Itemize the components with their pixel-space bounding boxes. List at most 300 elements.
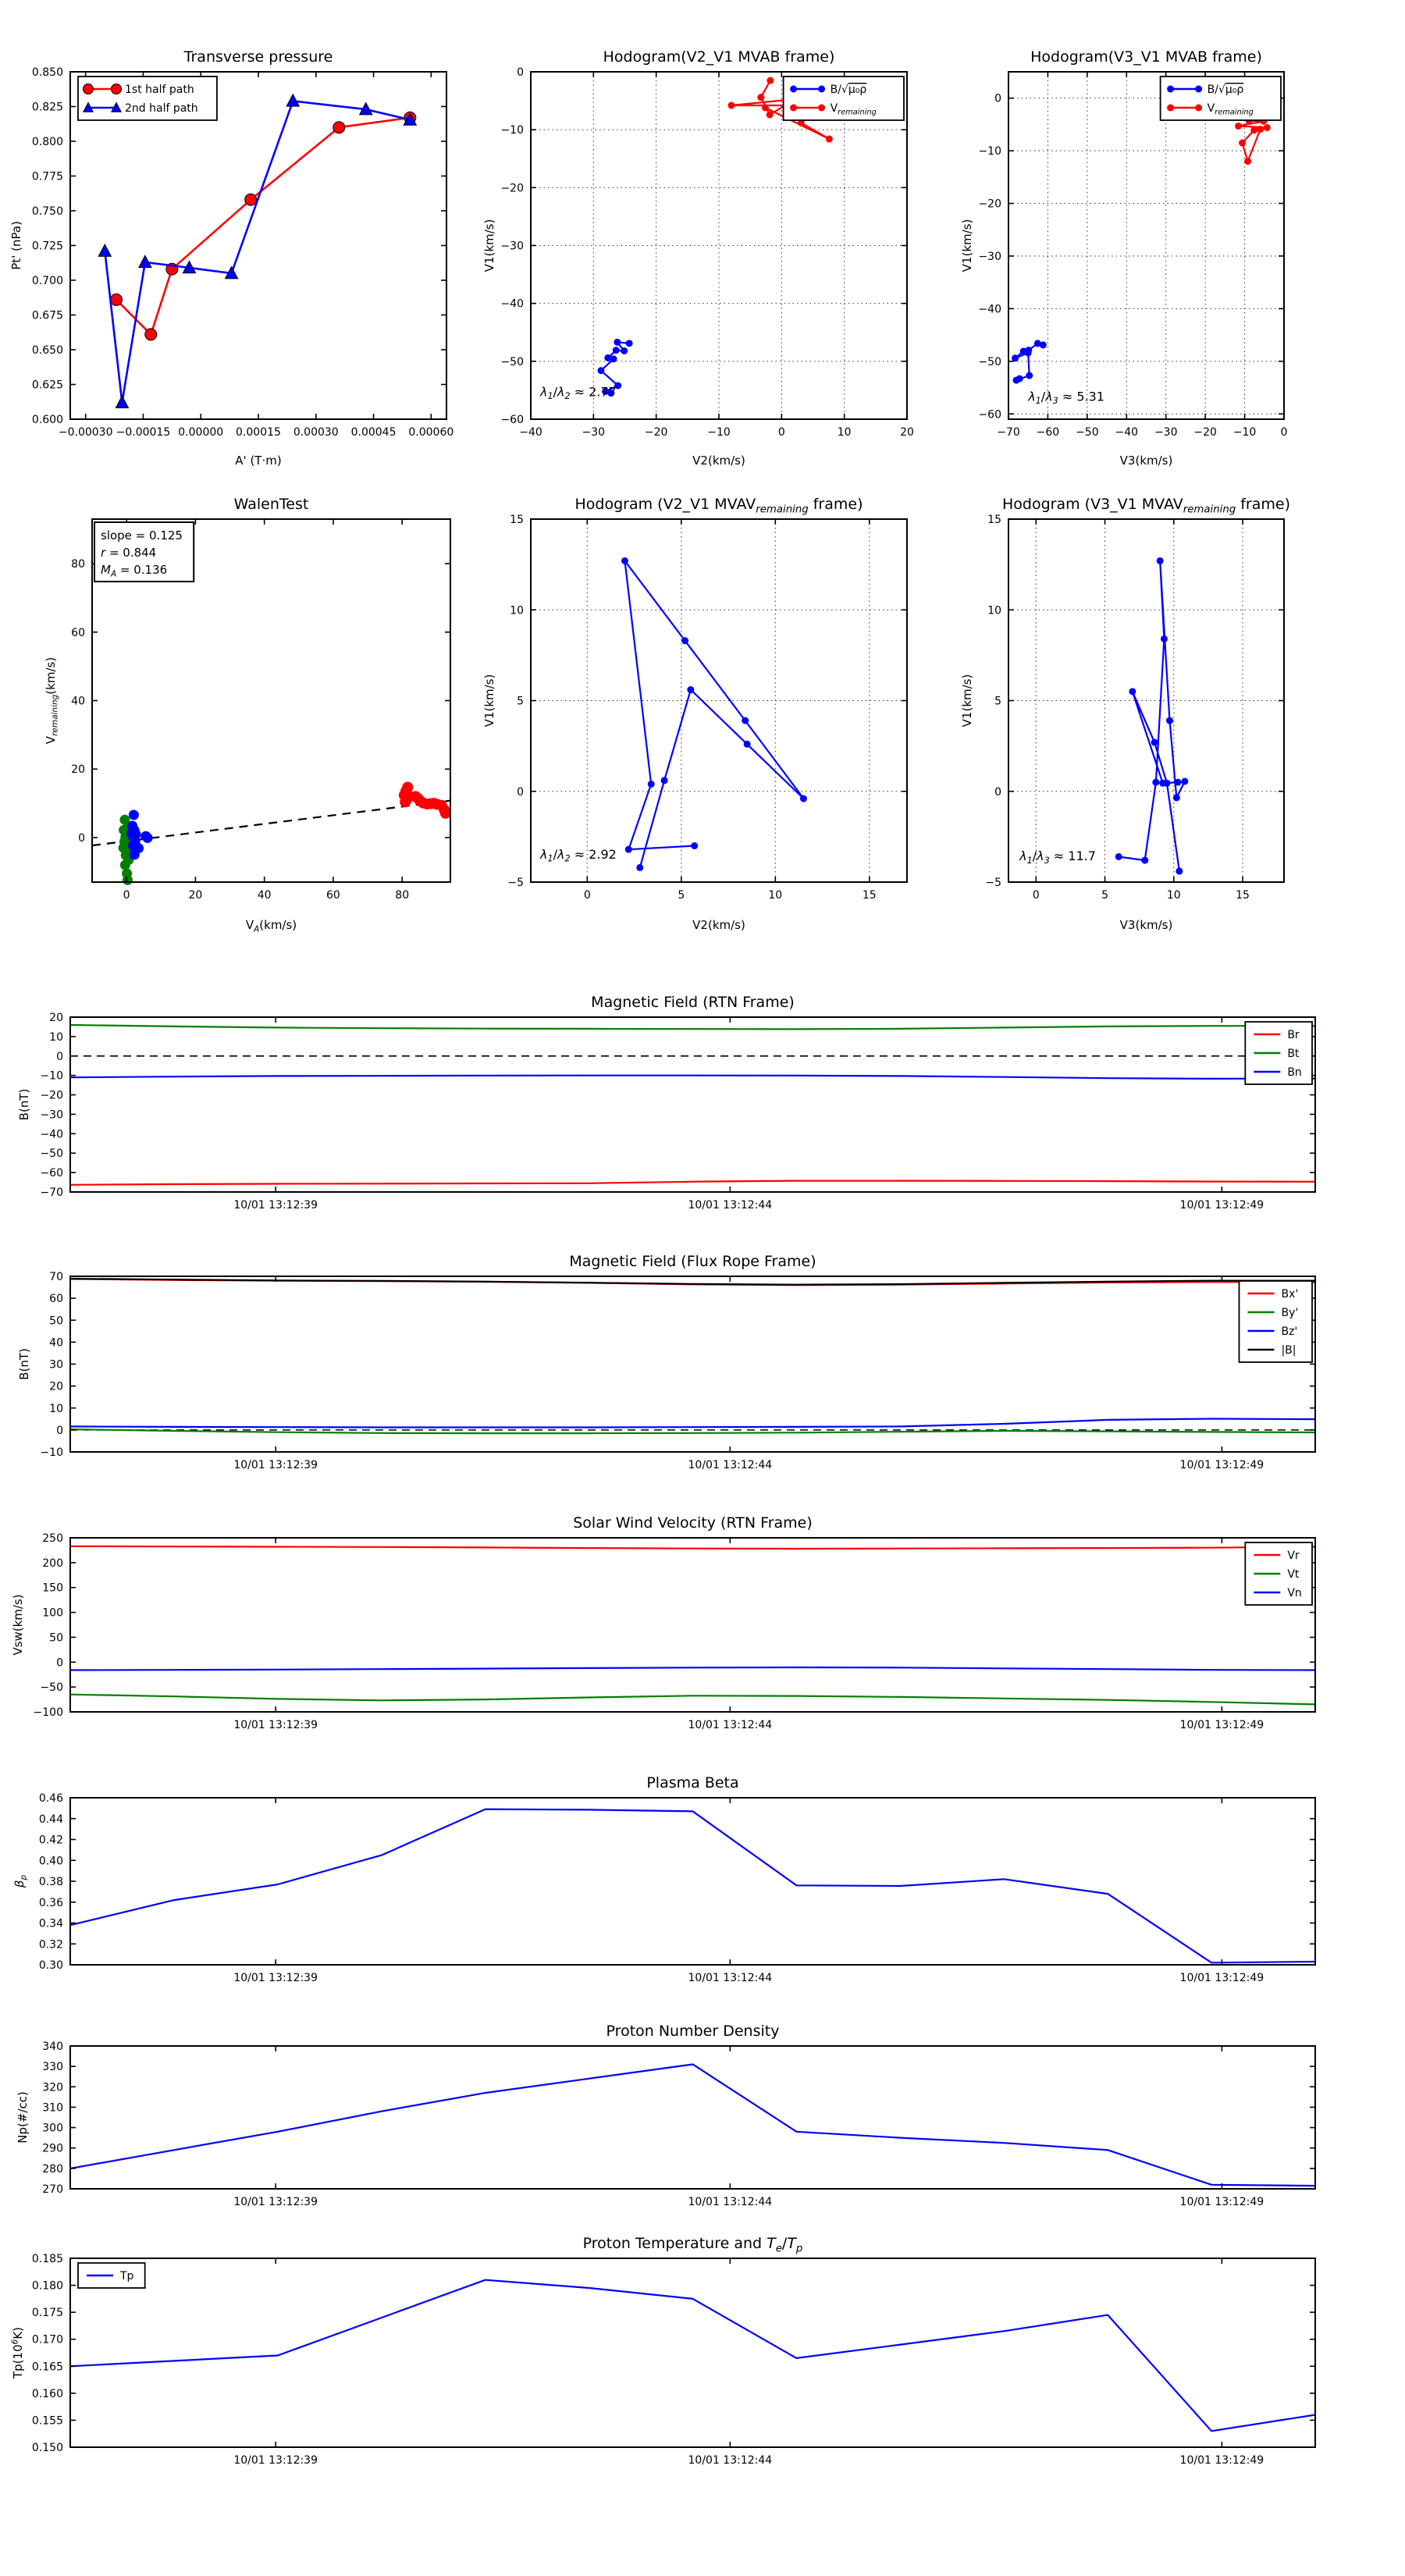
- y-tick-label: 20: [49, 1380, 63, 1393]
- dot-marker: [1244, 158, 1251, 165]
- y-tick-label: −20: [500, 182, 524, 195]
- y-tick-label: 60: [71, 626, 85, 639]
- legend-label: Tp: [120, 2270, 134, 2282]
- dot-marker: [1167, 105, 1174, 112]
- legend-label: Bx': [1281, 1288, 1299, 1300]
- x-tick-label: 10/01 13:12:44: [688, 2454, 773, 2467]
- circle-marker: [245, 194, 257, 205]
- y-tick-label: 50: [49, 1631, 63, 1645]
- dot-marker: [1239, 140, 1246, 147]
- chart-title: Proton Number Density: [606, 2023, 780, 2040]
- legend: [1161, 76, 1281, 120]
- x-tick-label: −20: [1193, 426, 1217, 439]
- x-tick-label: −30: [1154, 426, 1178, 439]
- x-tick-label: 15: [1236, 889, 1250, 902]
- dot-marker: [1176, 868, 1183, 875]
- chart-hodogram_v3v1_mvav: [960, 496, 1290, 932]
- y-tick-label: 0.625: [31, 379, 63, 392]
- x-tick-label: −70: [997, 426, 1020, 439]
- y-tick-label: 0.775: [31, 170, 63, 183]
- legend: [78, 2263, 145, 2288]
- x-tick-label: 10: [768, 889, 783, 902]
- y-tick-label: 50: [49, 1315, 63, 1328]
- dot-marker: [1141, 857, 1148, 864]
- circle-marker: [112, 84, 122, 94]
- legend: [1245, 1022, 1312, 1084]
- dot-marker: [757, 94, 764, 101]
- dot-marker: [1173, 794, 1180, 801]
- series-vt: [70, 1695, 1315, 1705]
- y-tick-label: 0.38: [38, 1876, 63, 1888]
- y-tick-label: 320: [42, 2081, 63, 2094]
- x-tick-label: 20: [188, 889, 203, 902]
- chart-hodogram_v2v1_mvab: [482, 48, 914, 468]
- axes-frame: [70, 2258, 1315, 2447]
- dot-marker: [1175, 779, 1182, 786]
- y-tick-label: 30: [49, 1358, 63, 1372]
- series-bz-: [70, 1419, 1315, 1428]
- x-tick-label: −50: [1076, 426, 1099, 439]
- x-tick-label: 60: [326, 889, 340, 902]
- x-tick-label: 10/01 13:12:49: [1179, 1199, 1264, 1212]
- x-tick-label: −40: [519, 426, 542, 439]
- dot-marker: [661, 777, 668, 784]
- chart-hodogram_v2v1_mvav: [482, 496, 907, 932]
- y-tick-label: 0.180: [31, 2279, 63, 2293]
- x-tick-label: 0.00000: [178, 426, 224, 439]
- chart-title: Hodogram(V3_V1 MVAB frame): [1030, 48, 1262, 66]
- x-tick-label: 10/01 13:12:49: [1179, 1459, 1264, 1471]
- x-tick-label: 10/01 13:12:39: [233, 1972, 318, 1984]
- x-axis-label: V3(km/s): [1119, 918, 1173, 932]
- y-tick-label: 0.185: [31, 2253, 63, 2265]
- y-tick-label: 0: [56, 1050, 63, 1063]
- legend-label: $V_{remaining}$: [1207, 102, 1254, 117]
- x-axis-label: $V_A(km/s)$: [245, 918, 297, 934]
- chart-title: Transverse pressure: [183, 48, 333, 66]
- dot-marker: [123, 875, 133, 885]
- y-tick-label: −40: [40, 1128, 63, 1141]
- legend-label: Vt: [1287, 1568, 1300, 1581]
- dot-marker: [744, 741, 751, 748]
- y-tick-label: 5: [994, 695, 1001, 708]
- chart-title: Hodogram (V2_V1 $MVAV_{remaining}$ frame): [574, 496, 863, 516]
- chart-proton_density: [16, 2023, 1315, 2208]
- dot-marker: [1195, 105, 1202, 112]
- dot-marker: [818, 105, 825, 112]
- dot-marker: [626, 340, 633, 347]
- dot-marker: [1034, 340, 1041, 347]
- chart-title: Magnetic Field (RTN Frame): [591, 994, 795, 1011]
- x-tick-label: 10/01 13:12:44: [688, 1459, 773, 1471]
- dot-marker: [1166, 717, 1173, 724]
- chart-title: Solar Wind Velocity (RTN Frame): [573, 1514, 813, 1532]
- y-tick-label: 0.700: [31, 275, 63, 287]
- y-axis-label: V1(km/s): [960, 674, 974, 728]
- chart-title: Proton Temperature and $T_e/T_p$: [582, 2235, 803, 2255]
- series-1st-half-path: [116, 118, 410, 335]
- legend-label: Bn: [1287, 1066, 1302, 1079]
- legend-label: 1st half path: [125, 84, 194, 96]
- y-tick-label: 0.155: [31, 2414, 63, 2428]
- x-tick-label: 5: [1101, 889, 1109, 902]
- chart-title: Magnetic Field (Flux Rope Frame): [569, 1253, 816, 1270]
- axes-frame: [70, 1276, 1315, 1452]
- y-axis-label: Np(#/cc): [16, 2091, 30, 2144]
- dot-marker: [1012, 354, 1019, 361]
- y-tick-label: 280: [42, 2162, 63, 2176]
- annotation: $\lambda_1/\lambda_2 \approx 2.92$: [540, 846, 617, 864]
- y-tick-label: 80: [71, 558, 85, 571]
- y-tick-label: −50: [40, 1681, 63, 1695]
- chart-plasma_beta: [12, 1774, 1315, 1984]
- series-v-path: [1119, 561, 1185, 872]
- stats-line: r = 0.844: [101, 546, 157, 560]
- x-tick-label: −10: [707, 426, 731, 439]
- y-tick-label: −40: [978, 303, 1001, 316]
- y-tick-label: 250: [42, 1532, 63, 1545]
- y-tick-label: 0: [56, 1424, 63, 1437]
- legend: [78, 76, 217, 120]
- dot-marker: [790, 86, 797, 93]
- dot-marker: [1161, 635, 1168, 642]
- y-tick-label: 5: [517, 695, 524, 708]
- dot-marker: [1157, 557, 1164, 564]
- legend-label: Vr: [1287, 1550, 1300, 1562]
- x-tick-label: 0: [777, 426, 785, 439]
- stats-line: slope = 0.125: [101, 528, 183, 543]
- chart-walen_test: [44, 496, 451, 934]
- x-tick-label: 20: [900, 426, 914, 439]
- y-tick-label: 0.725: [31, 240, 63, 253]
- y-tick-label: −30: [40, 1108, 63, 1122]
- y-tick-label: −5: [507, 877, 524, 889]
- y-tick-label: 0: [517, 785, 524, 799]
- circle-marker: [333, 122, 345, 133]
- dot-marker: [1163, 780, 1170, 787]
- dot-marker: [1250, 126, 1257, 133]
- dot-marker: [800, 795, 807, 802]
- x-tick-label: −40: [1115, 426, 1139, 439]
- dot-marker: [1016, 375, 1023, 382]
- x-tick-label: 10/01 13:12:49: [1179, 1719, 1264, 1731]
- circle-marker: [145, 329, 157, 340]
- series-br: [70, 1181, 1315, 1185]
- legend-label: B/√μ₀ρ: [830, 84, 867, 96]
- annotation: $\lambda_1/\lambda_2 \approx 2.77$: [540, 384, 617, 402]
- x-tick-label: 40: [257, 889, 272, 902]
- y-tick-label: −50: [500, 355, 524, 368]
- x-tick-label: −0.00015: [116, 426, 171, 439]
- dot-marker: [636, 864, 643, 871]
- circle-marker: [84, 84, 94, 94]
- y-tick-label: 15: [510, 514, 524, 526]
- x-tick-label: 10/01 13:12:49: [1179, 1972, 1264, 1984]
- y-tick-label: −10: [978, 145, 1001, 158]
- chart-hodogram_v3v1_mvab: [960, 48, 1287, 468]
- triangle-marker: [286, 94, 299, 106]
- dot-marker: [625, 846, 632, 853]
- dot-marker: [790, 105, 797, 112]
- circle-marker: [111, 294, 123, 305]
- y-tick-label: 20: [49, 1012, 63, 1024]
- y-tick-label: 40: [71, 695, 85, 708]
- y-axis-label: V1(km/s): [482, 219, 496, 272]
- dot-marker: [687, 686, 694, 693]
- y-tick-label: 0.40: [38, 1855, 63, 1868]
- series--b-: [70, 1279, 1315, 1285]
- y-tick-label: 0.46: [38, 1792, 63, 1805]
- series-bn: [70, 1076, 1315, 1079]
- y-tick-label: 70: [49, 1271, 63, 1283]
- y-tick-label: −50: [40, 1147, 63, 1161]
- x-tick-label: 0.00030: [293, 426, 339, 439]
- dot-marker: [1181, 777, 1188, 785]
- x-axis-label: A' (T·m): [235, 454, 282, 468]
- x-tick-label: 10/01 13:12:44: [688, 1972, 773, 1984]
- x-tick-label: 10/01 13:12:49: [1179, 2454, 1264, 2467]
- series-v-path: [625, 561, 804, 868]
- y-tick-label: 0.750: [31, 205, 63, 218]
- y-tick-label: 150: [42, 1582, 63, 1595]
- legend-label: Vn: [1287, 1587, 1302, 1599]
- y-tick-label: 0.32: [38, 1938, 63, 1952]
- y-tick-label: −30: [978, 250, 1001, 263]
- dot-marker: [767, 77, 774, 84]
- x-tick-label: 0.00015: [236, 426, 281, 439]
- dot-marker: [818, 86, 825, 93]
- x-tick-label: −20: [644, 426, 668, 439]
- y-tick-label: −10: [500, 124, 524, 137]
- dot-marker: [826, 136, 833, 143]
- x-tick-label: 10: [837, 426, 852, 439]
- y-tick-label: −10: [40, 1069, 63, 1083]
- y-tick-label: 10: [49, 1030, 63, 1044]
- dot-marker: [621, 557, 628, 564]
- dot-marker: [648, 781, 655, 788]
- x-axis-label: V3(km/s): [1119, 454, 1173, 468]
- series-2nd-half-path: [105, 101, 410, 402]
- y-tick-label: −60: [500, 414, 524, 426]
- y-tick-label: 0: [517, 66, 524, 79]
- y-tick-label: 270: [42, 2183, 63, 2196]
- x-axis-label: V2(km/s): [692, 454, 745, 468]
- legend-label: $V_{remaining}$: [830, 102, 877, 117]
- y-tick-label: −60: [40, 1167, 63, 1180]
- y-axis-label: B(nT): [17, 1088, 31, 1121]
- y-tick-label: 340: [42, 2041, 63, 2053]
- y-axis-label: $Tp(10^6K)$: [10, 2326, 25, 2379]
- y-tick-label: −40: [500, 297, 524, 311]
- y-tick-label: 10: [49, 1402, 63, 1415]
- y-tick-label: 0.165: [31, 2361, 63, 2374]
- dot-marker: [681, 637, 688, 644]
- chart-title: Plasma Beta: [646, 1774, 739, 1791]
- x-tick-label: 10/01 13:12:44: [688, 2196, 773, 2208]
- dot-marker: [120, 860, 130, 870]
- dot-marker: [621, 347, 628, 354]
- dot-marker: [767, 111, 774, 118]
- dot-marker: [742, 717, 749, 724]
- dot-marker: [691, 842, 698, 849]
- x-tick-label: 10/01 13:12:44: [688, 1719, 773, 1731]
- annotation: $\lambda_1/\lambda_3 \approx 5.31$: [1028, 389, 1104, 407]
- dot-marker: [143, 833, 153, 843]
- triangle-marker: [116, 396, 128, 407]
- y-axis-label: Pt' (nPa): [9, 221, 23, 270]
- dot-marker: [597, 367, 604, 374]
- series-bt: [70, 1025, 1315, 1029]
- y-tick-label: 0: [56, 1656, 63, 1670]
- dot-marker: [1025, 350, 1032, 357]
- y-tick-label: 10: [510, 604, 524, 617]
- y-tick-label: 0.36: [38, 1896, 63, 1909]
- y-tick-label: 0.825: [31, 101, 63, 114]
- y-axis-label: V1(km/s): [960, 219, 974, 272]
- y-tick-label: 0.650: [31, 344, 63, 357]
- y-tick-label: 200: [42, 1557, 63, 1570]
- y-tick-label: 0.850: [31, 66, 63, 79]
- x-tick-label: 0: [1032, 889, 1040, 902]
- chart-transverse_pressure: [9, 48, 454, 468]
- axes-frame: [1008, 72, 1284, 419]
- x-tick-label: 10/01 13:12:49: [1179, 2196, 1264, 2208]
- y-axis-label: Vsw(km/s): [11, 1594, 25, 1656]
- x-tick-label: 0.00060: [408, 426, 454, 439]
- annotation: $\lambda_1/\lambda_3 \approx 11.7$: [1019, 849, 1096, 866]
- dot-marker: [1257, 126, 1264, 133]
- dot-marker: [130, 849, 140, 859]
- y-tick-label: 0: [994, 92, 1001, 105]
- triangle-marker: [98, 244, 111, 256]
- x-tick-label: 10: [1166, 889, 1181, 902]
- legend: [1245, 1542, 1312, 1605]
- chart-proton_temp: [11, 2235, 1315, 2467]
- x-tick-label: 10/01 13:12:39: [233, 2196, 318, 2208]
- dot-marker: [613, 347, 620, 354]
- x-tick-label: −0.00030: [58, 426, 113, 439]
- x-tick-label: 10/01 13:12:44: [688, 1199, 773, 1212]
- axes-frame: [70, 2046, 1315, 2189]
- stats-line: $M_A = 0.136$: [101, 563, 168, 579]
- legend-label: B/√μ₀ρ: [1207, 84, 1244, 96]
- x-tick-label: 80: [395, 889, 410, 902]
- y-tick-label: 300: [42, 2122, 63, 2135]
- chart-title: Hodogram(V2_V1 MVAB frame): [603, 48, 835, 66]
- legend: [784, 76, 904, 120]
- y-tick-label: −30: [500, 240, 524, 253]
- x-tick-label: 10/01 13:12:39: [233, 2454, 318, 2467]
- x-tick-label: 15: [862, 889, 877, 902]
- y-tick-label: −5: [985, 877, 1001, 889]
- series-vr: [70, 1546, 1315, 1549]
- y-axis-label: $\beta_p$: [12, 1874, 29, 1888]
- x-tick-label: −10: [1232, 426, 1257, 439]
- y-tick-label: 0.170: [31, 2333, 63, 2347]
- y-tick-label: 40: [49, 1336, 63, 1350]
- dot-marker: [1264, 124, 1271, 131]
- y-tick-label: 290: [42, 2142, 63, 2155]
- x-axis-label: V2(km/s): [692, 918, 745, 932]
- dot-marker: [129, 810, 139, 820]
- dot-marker: [1152, 779, 1159, 786]
- dot-marker: [728, 102, 735, 109]
- y-tick-label: 0: [994, 785, 1001, 799]
- y-tick-label: −100: [33, 1706, 63, 1719]
- axes-frame: [70, 1017, 1315, 1192]
- x-tick-label: 0: [1280, 426, 1288, 439]
- dot-marker: [1129, 688, 1136, 695]
- y-tick-label: −70: [40, 1187, 63, 1199]
- dot-marker: [1235, 123, 1242, 130]
- y-tick-label: 0.42: [38, 1834, 63, 1847]
- x-tick-label: 5: [678, 889, 685, 902]
- axes-frame: [70, 72, 446, 419]
- y-tick-label: 0.30: [38, 1959, 63, 1972]
- x-tick-label: 10/01 13:12:39: [233, 1719, 318, 1731]
- x-tick-label: −30: [582, 426, 606, 439]
- legend-label: Bz': [1281, 1325, 1298, 1338]
- y-axis-label: $V_{remaining}(km/s)$: [44, 656, 60, 745]
- chart-title: WalenTest: [233, 496, 309, 513]
- x-tick-label: −60: [1036, 426, 1060, 439]
- y-axis-label: V1(km/s): [482, 674, 496, 728]
- x-tick-label: 10/01 13:12:39: [233, 1459, 318, 1471]
- y-tick-label: 0.175: [31, 2307, 63, 2320]
- series-tp: [70, 2280, 1315, 2432]
- y-axis-label: B(nT): [17, 1348, 31, 1380]
- y-tick-label: 310: [42, 2101, 63, 2115]
- triangle-marker: [139, 255, 151, 267]
- axes-frame: [70, 1538, 1315, 1712]
- y-tick-label: −50: [978, 355, 1001, 368]
- y-tick-label: −20: [978, 197, 1001, 211]
- x-tick-label: 10/01 13:12:39: [233, 1199, 318, 1212]
- y-tick-label: 0.44: [38, 1813, 63, 1826]
- y-tick-label: −10: [40, 1446, 63, 1459]
- y-tick-label: −20: [40, 1089, 63, 1102]
- series-beta-p: [70, 1809, 1315, 1963]
- dot-marker: [1115, 853, 1122, 860]
- chart-title: Hodogram (V3_V1 $MVAV_{remaining}$ frame): [1002, 496, 1290, 516]
- chart-b_fluxrope: [17, 1253, 1315, 1471]
- y-tick-label: −60: [978, 408, 1001, 422]
- y-tick-label: 10: [987, 604, 1001, 617]
- legend-label: Bt: [1287, 1048, 1300, 1060]
- series-np: [70, 2065, 1315, 2186]
- y-tick-label: 0.150: [31, 2442, 63, 2454]
- y-tick-label: 0.675: [31, 309, 63, 322]
- chart-vsw_rtn: [11, 1514, 1315, 1731]
- legend: [1239, 1281, 1312, 1362]
- dot-marker: [1026, 372, 1033, 379]
- y-tick-label: 0.800: [31, 136, 63, 148]
- y-tick-label: 0.34: [38, 1917, 63, 1930]
- series-vn: [70, 1667, 1315, 1670]
- dot-marker: [440, 808, 451, 819]
- y-tick-label: 0.160: [31, 2387, 63, 2400]
- y-tick-label: 330: [42, 2061, 63, 2074]
- y-tick-label: 0.600: [31, 414, 63, 426]
- dot-marker: [762, 104, 769, 111]
- legend-label: |B|: [1281, 1344, 1297, 1357]
- y-tick-label: 0: [78, 831, 85, 845]
- x-tick-label: 0.00045: [350, 426, 397, 439]
- dot-marker: [614, 339, 621, 346]
- y-tick-label: 100: [42, 1606, 63, 1620]
- legend-label: 2nd half path: [125, 102, 198, 115]
- dot-marker: [1195, 86, 1202, 93]
